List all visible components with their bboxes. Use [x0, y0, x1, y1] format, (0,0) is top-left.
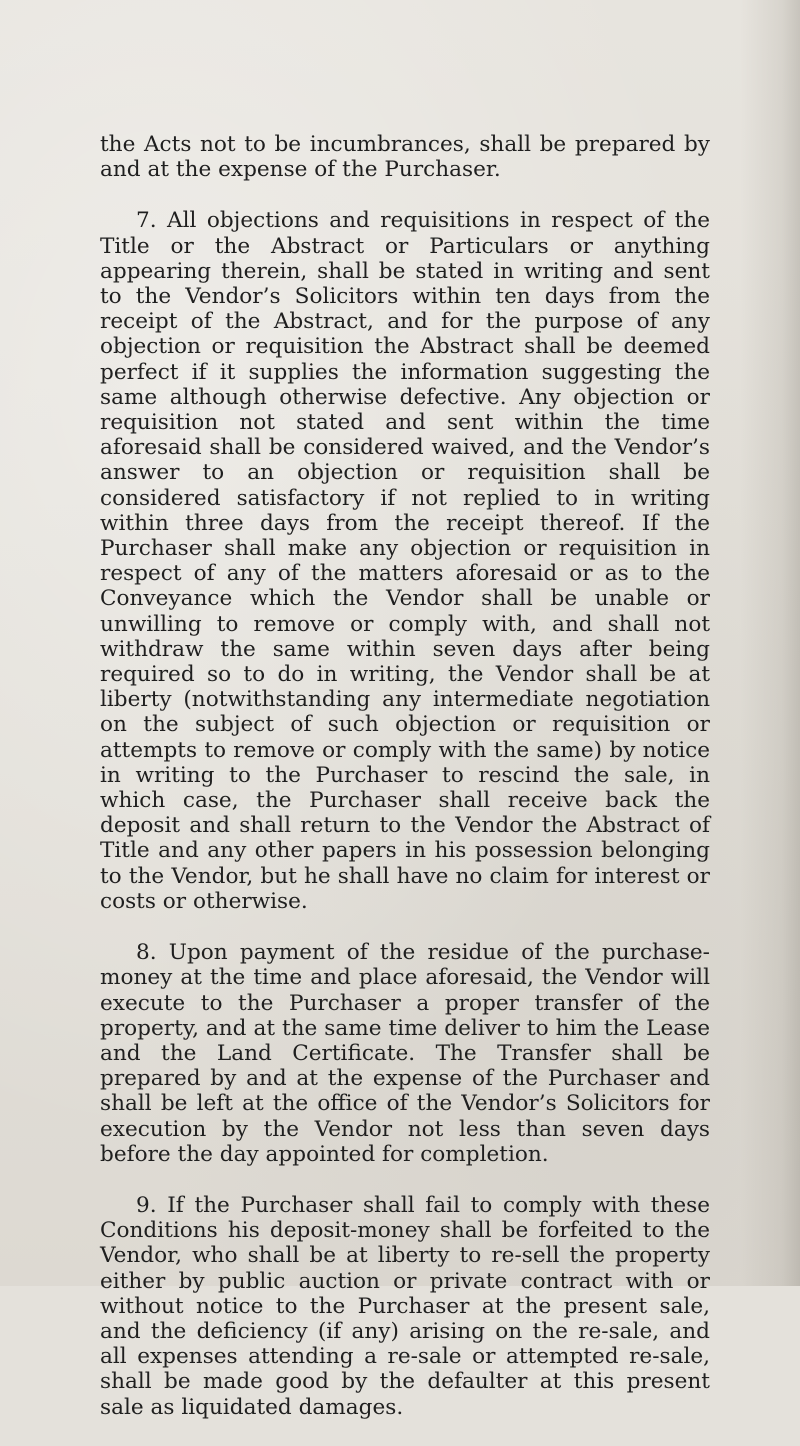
clause-8-text: Upon payment of the residue of the purchase-money at the time and place aforesaid, the Vendor will execute to the Purchaser a proper transfer of the property, and at the same time deliver to him the Lease and the Land Certificate. The Transfer shall be prepared by and at the expense of the Purchaser and shall be left at the office of the Vendor’s Solicitors for execution by the Vendor not less than seven days before the day appointed for completion.: [100, 940, 710, 1167]
clause-7: [100, 208, 710, 914]
clause-9: [100, 1193, 710, 1420]
document-body: [100, 132, 710, 1446]
clause-8-number: 8.: [136, 940, 157, 966]
page-edge-shadow: [740, 0, 800, 1286]
clause-7-text: All objections and requisitions in respect of the Title or the Abstract or Particulars or anything appearing therein, shall be stated in writing and sent to the Vendor’s Solicitors within ten days from the receipt of the Abstract, and for the purpose of any objection or requisition the Abstract shall be deemed perfect if it supplies the information suggesting the same although otherwise defective. Any objection or requisition not stated and sent within the time aforesaid shall be considered waived, and the Vendor’s answer to an objection or requisition shall be considered satisfactory if not replied to in writing within three days from the receipt thereof. If the Purchaser shall make any objection or requisition in respect of any of the matters aforesaid or as to the Conveyance which the Vendor shall be unable or unwilling to remove or comply with, and shall not withdraw the same within seven days after being required so to do in writing, the Vendor shall be at liberty (notwithstanding any intermediate negotiation on the subject of such objection or requisition or attempts to remove or comply with the same) by notice in writing to the Purchaser to rescind the sale, in which case, the Purchaser shall receive back the deposit and shall return to the Vendor the Abstract of Title and any other papers in his possession belonging to the Vendor, but he shall have no claim for interest or costs or otherwise.: [100, 208, 710, 914]
clause-8: [100, 940, 710, 1167]
clause-9-number: 9.: [136, 1192, 157, 1218]
continuation-paragraph: the Acts not to be incumbrances, shall be prepared by and at the expense of the Purchaser.: [100, 132, 710, 183]
clause-9-text: If the Purchaser shall fail to comply with these Conditions his deposit-money shall be forfeited to the Vendor, who shall be at liberty to re-sell the property either by public auction or private contract with or without notice to the Purchaser at the present sale, and the deficiency (if any) arising on the re-sale, and all expenses attending a re-sale or attempted re-sale, shall be made good by the defaulter at this present sale as liquidated damages.: [100, 1192, 710, 1420]
clause-7-number: 7.: [136, 208, 157, 234]
